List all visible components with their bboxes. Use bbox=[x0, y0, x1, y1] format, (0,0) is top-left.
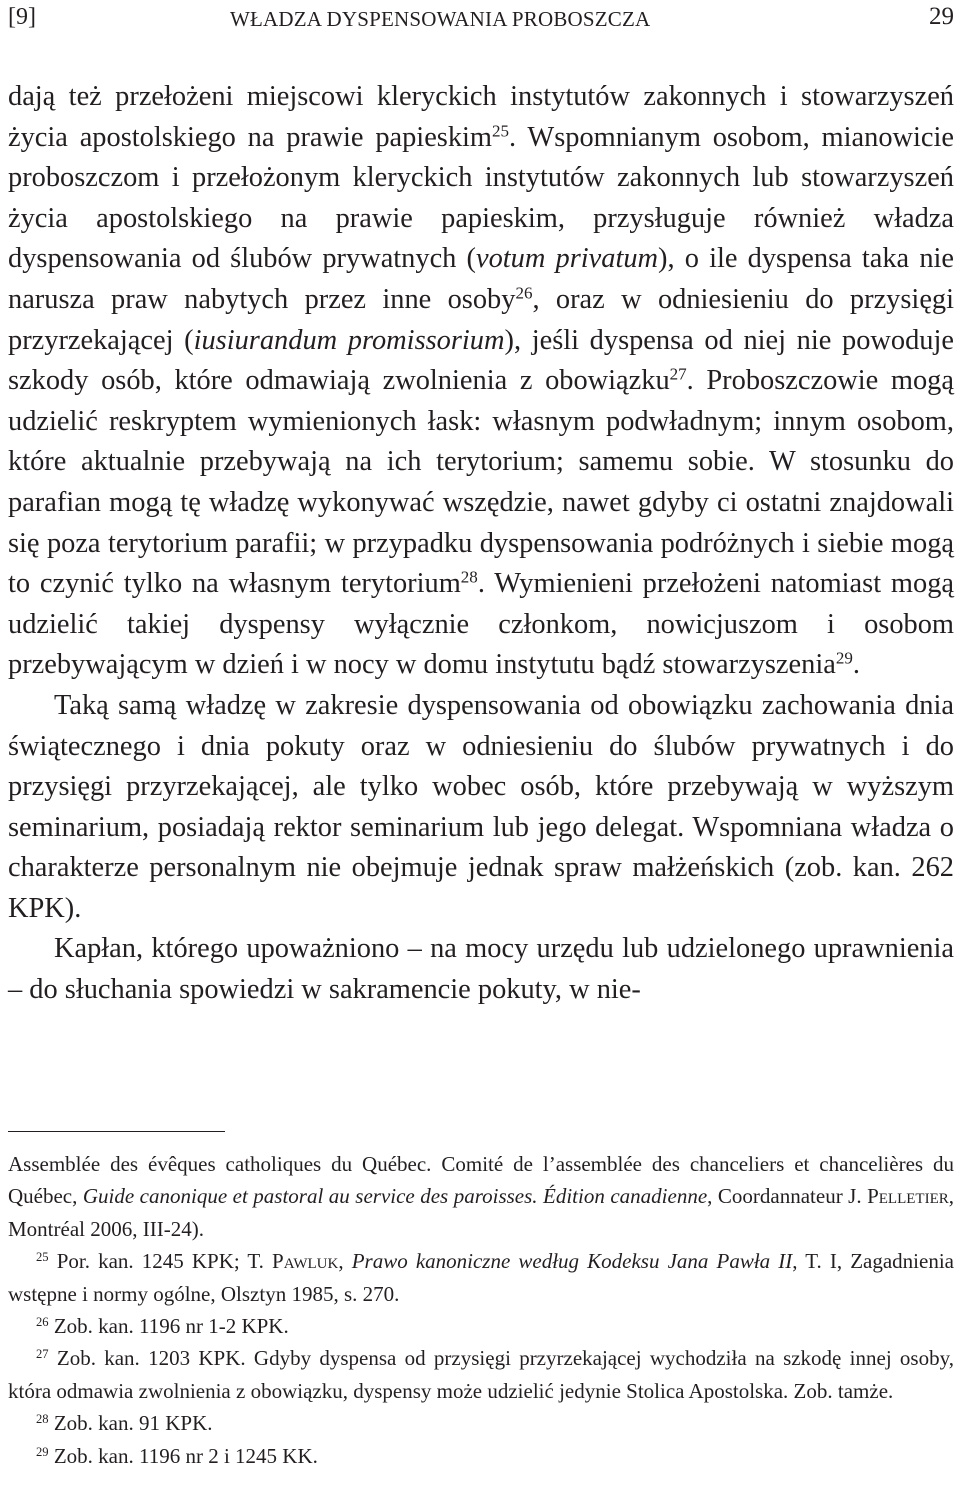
footnote-ref-26: 26 bbox=[515, 283, 533, 303]
book-title: Prawo kanoniczne według Kodeksu Jana Pawła II bbox=[351, 1249, 793, 1274]
footnotes bbox=[8, 1148, 954, 1472]
footnote-ref-29: 29 bbox=[835, 648, 853, 668]
paragraph-3: Kapłan, którego upoważniono – na mocy urzędu lub udzielonego uprawnienia – do słuchania spowiedzi w sakramencie pokuty, w nie- bbox=[8, 933, 954, 1006]
paragraph-2: Taką samą władzę w zakresie dyspensowania od obowiązku zachowania dnia świątecznego i dnia pokuty oraz w odniesieniu do ślubów prywatnych i do przysięgi przyrzekającej, ale tylko wobec osób, które przebywają w wyższym seminarium, posiadają rektor seminarium lub jego delegat. Wspomniana władza o charakterze personalnym nie obejmuje jednak spraw małżeńskich (zob. kan. 262 KPK). bbox=[8, 689, 954, 924]
book-title: Guide canonique et pastoral au service des paroisses. Édition canadienne bbox=[82, 1184, 708, 1209]
footnote-25 bbox=[8, 1245, 954, 1310]
footnote-separator bbox=[8, 1131, 225, 1132]
footnote-28 bbox=[8, 1407, 954, 1439]
running-header bbox=[8, 0, 954, 34]
text-run: Por. kan. 1245 KPK; T. bbox=[48, 1249, 273, 1274]
text-run: , bbox=[338, 1249, 352, 1274]
main-text bbox=[8, 77, 954, 1011]
text-run: Assemblée des évêques catholiques du Québec. Comité de l’assemblée des chanceliers et chancelières du Québec, bbox=[8, 1152, 954, 1209]
text-run: , Montréal 2006, III-24). bbox=[8, 1184, 954, 1241]
running-title: WŁADZA DYSPENSOWANIA PROBOSZCZA bbox=[230, 7, 651, 31]
text-run: . bbox=[852, 649, 860, 681]
text-run: . Wymienieni przełożeni natomiast mogą udzielić takiej dyspensy wyłącznie członkom, nowicjuszom i osobom przebywającym w dzień i w nocy w domu instytutu bądź stowarzyszenia bbox=[8, 568, 954, 681]
text-run: . Proboszczowie mogą udzielić reskryptem wymienionych łask: własnym podwładnym; innym osobom, które aktualnie przebywają na ich terytorium; samemu sobie. W stosunku do parafian mogą tę władzę wykonywać wszędzie, nawet gdyby ci ostatni znajdowali się poza terytorium parafii; w przypadku dyspensowania podróżnych i siebie mogą to czynić tylko na własnym terytorium bbox=[8, 365, 954, 600]
paragraph-1 bbox=[8, 77, 954, 686]
footnote-text: Zob. kan. 1196 nr 2 i 1245 KK. bbox=[48, 1443, 318, 1468]
text-run: , Coordannateur J. bbox=[707, 1184, 868, 1209]
footnote-number: 28 bbox=[36, 1412, 49, 1427]
page-number: 29 bbox=[929, 3, 954, 30]
footnote-text: Zob. kan. 91 KPK. bbox=[48, 1411, 213, 1436]
footnote-text: Zob. kan. 1203 KPK. Gdyby dyspensa od przysięgi przyrzekającej wychodziła na szkodę innej osoby, która odmawia zwolnienia z obowiązku, dyspensy może udzielić jedynie Stolica Apostolska. Zob. tamże. bbox=[8, 1346, 954, 1403]
text-run: ), o ile dyspensa taka nie narusza praw nabytych przez inne osoby bbox=[8, 243, 954, 315]
footnote-number: 25 bbox=[36, 1250, 49, 1265]
footnote-ref-25: 25 bbox=[492, 121, 510, 141]
author-name: Pawluk bbox=[272, 1249, 339, 1274]
footnote-number: 29 bbox=[36, 1444, 49, 1459]
text-run: . Wspomnianym osobom, mianowicie proboszczom i przełożonym kleryckich instytutów zakonnych lub stowarzyszeń życia apostolskiego na prawie papieskim, przysługuje również władza dyspensowania od ślubów prywatnych ( bbox=[8, 121, 954, 275]
footnote-26 bbox=[8, 1310, 954, 1342]
footnote-ref-27: 27 bbox=[669, 364, 687, 384]
text-run: ), jeśli dyspensa od niej nie powoduje szkody osób, które odmawiają zwolnienia z obowiązku bbox=[8, 324, 954, 397]
footnote-ref-28: 28 bbox=[460, 567, 478, 587]
text-run: , T. I, Zagadnienia wstępne i normy ogólne, Olsztyn 1985, s. 270. bbox=[8, 1249, 954, 1306]
latin-term: iusiurandum promissorium bbox=[193, 324, 505, 356]
footnote-number: 26 bbox=[36, 1315, 49, 1330]
footnote-continuation bbox=[8, 1148, 954, 1245]
latin-term: votum privatum bbox=[475, 243, 659, 275]
footnote-29 bbox=[8, 1440, 954, 1472]
text-run: , oraz w odniesieniu do przysięgi przyrzekającej ( bbox=[8, 283, 954, 356]
footnote-text: Zob. kan. 1196 nr 1-2 KPK. bbox=[48, 1314, 289, 1339]
header-folio: [9] bbox=[8, 4, 36, 30]
footnote-number: 27 bbox=[36, 1347, 49, 1362]
text-run: dają też przełożeni miejscowi kleryckich instytutów zakonnych i stowarzyszeń życia apostolskiego na prawie papieskim bbox=[8, 81, 954, 153]
footnote-27 bbox=[8, 1342, 954, 1407]
author-name: Pelletier bbox=[867, 1184, 949, 1209]
